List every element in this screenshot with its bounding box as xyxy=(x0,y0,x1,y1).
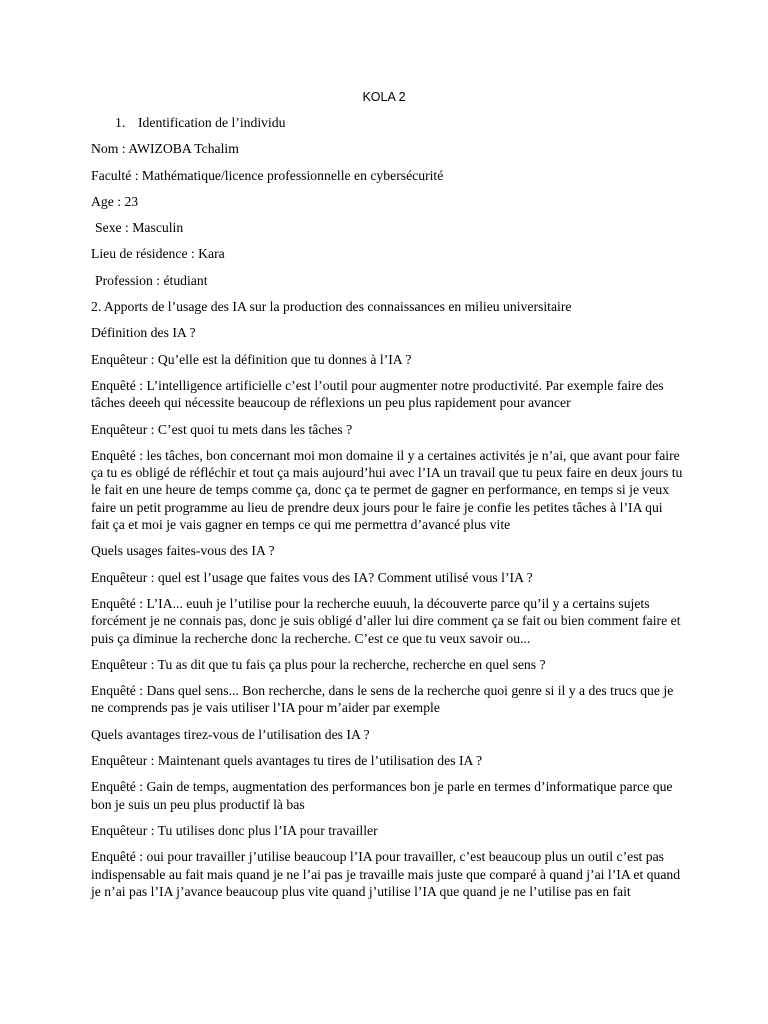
question-heading: Définition des IA ? xyxy=(91,325,196,341)
question-heading: Quels usages faites-vous des IA ? xyxy=(91,543,275,559)
nom-line: Nom : AWIZOBA Tchalim xyxy=(91,141,239,157)
respondent-answer: Enquêté : Dans quel sens... Bon recherche, dans le sens de la recherche quoi genre si il y a des trucs que je ne comprends pas je vais utiliser l’IA pour m’aider par exemple xyxy=(91,683,674,716)
respondent-answer: Enquêté : L’intelligence artificielle c’est l’outil pour augmenter notre productivité. Par exemple faire des tâches deeeh qui nécessite beaucoup de réflexions un peu plus rapidement pour avancer xyxy=(91,377,664,411)
interviewer-line: Enquêteur : quel est l’usage que faites vous des IA? Comment utilisé vous l’IA ? xyxy=(91,569,533,585)
document-title: KOLA 2 xyxy=(362,90,406,104)
question-heading: Quels avantages tirez-vous de l’utilisation des IA ? xyxy=(91,726,370,742)
document-body xyxy=(91,114,683,909)
respondent-answer: Enquêté : Gain de temps, augmentation des performances bon je parle en termes d’informatique parce que bon je suis un peu plus productif là bas xyxy=(91,779,673,812)
respondent-answer: Enquêté : les tâches, bon concernant moi mon domaine il y a certaines activités je n’ai, que avant pour faire ça tu es obligé de réfléchir et tout ça mais aujourd’hui avec l’IA un travail que tu peux faire en deux jours tu le fait en une heure de temps comme ça, donc ça te permet de gagner en performance, en temps si je veux faire un petit programme au lieu de prendre deux jours pour le faire je confie les petites tâches à l’IA qui fait ça et moi je vais gagner en temps ce qui me permettra d’avancé plus vite xyxy=(91,447,683,533)
interviewer-line: Enquêteur : C’est quoi tu mets dans les tâches ? xyxy=(91,421,353,437)
respondent-answer: Enquêté : L’IA... euuh je l’utilise pour la recherche euuuh, la découverte parce qu’il y a certains sujets forcément je ne connais pas, donc je suis obligé d’aller lui dire comment ça se fait ou bien comment faire et puis ça diminue la recherche donc la recherche. C’est ce que tu veux savoir ou... xyxy=(91,595,681,646)
respondent-answer: Enquêté : oui pour travailler j’utilise beaucoup l’IA pour travailler, c’est beaucoup plus un outil c’est pas indispensable au fait mais quand je ne l’ai pas je travaille mais juste que comparé à quand j’ai l’IA et quand je n’ai pas l’IA j’avance beaucoup plus vite quand j’utilise l’IA que quand je ne l’utilise pas en fait xyxy=(91,849,681,899)
section-2-heading: 2. Apports de l’usage des IA sur la production des connaissances en milieu universitaire xyxy=(91,299,572,315)
age-line: Age : 23 xyxy=(91,193,139,209)
section-1-title: Identification de l’individu xyxy=(138,115,286,130)
interviewer-line: Enquêteur : Qu’elle est la définition que tu donnes à l’IA ? xyxy=(91,351,412,367)
section-1-heading xyxy=(91,114,683,131)
sexe-line: Sexe : Masculin xyxy=(95,220,184,236)
interviewer-line: Enquêteur : Tu as dit que tu fais ça plus pour la recherche, recherche en quel sens ? xyxy=(91,656,546,672)
interviewer-line: Enquêteur : Tu utilises donc plus l’IA pour travailler xyxy=(91,822,378,838)
section-1-number: 1. xyxy=(115,115,126,130)
interviewer-line: Enquêteur : Maintenant quels avantages tu tires de l’utilisation des IA ? xyxy=(91,753,483,769)
lieu-line: Lieu de résidence : Kara xyxy=(91,246,225,262)
faculte-line: Faculté : Mathématique/licence professionnelle en cybersécurité xyxy=(91,167,444,183)
profession-line: Profession : étudiant xyxy=(95,272,208,288)
